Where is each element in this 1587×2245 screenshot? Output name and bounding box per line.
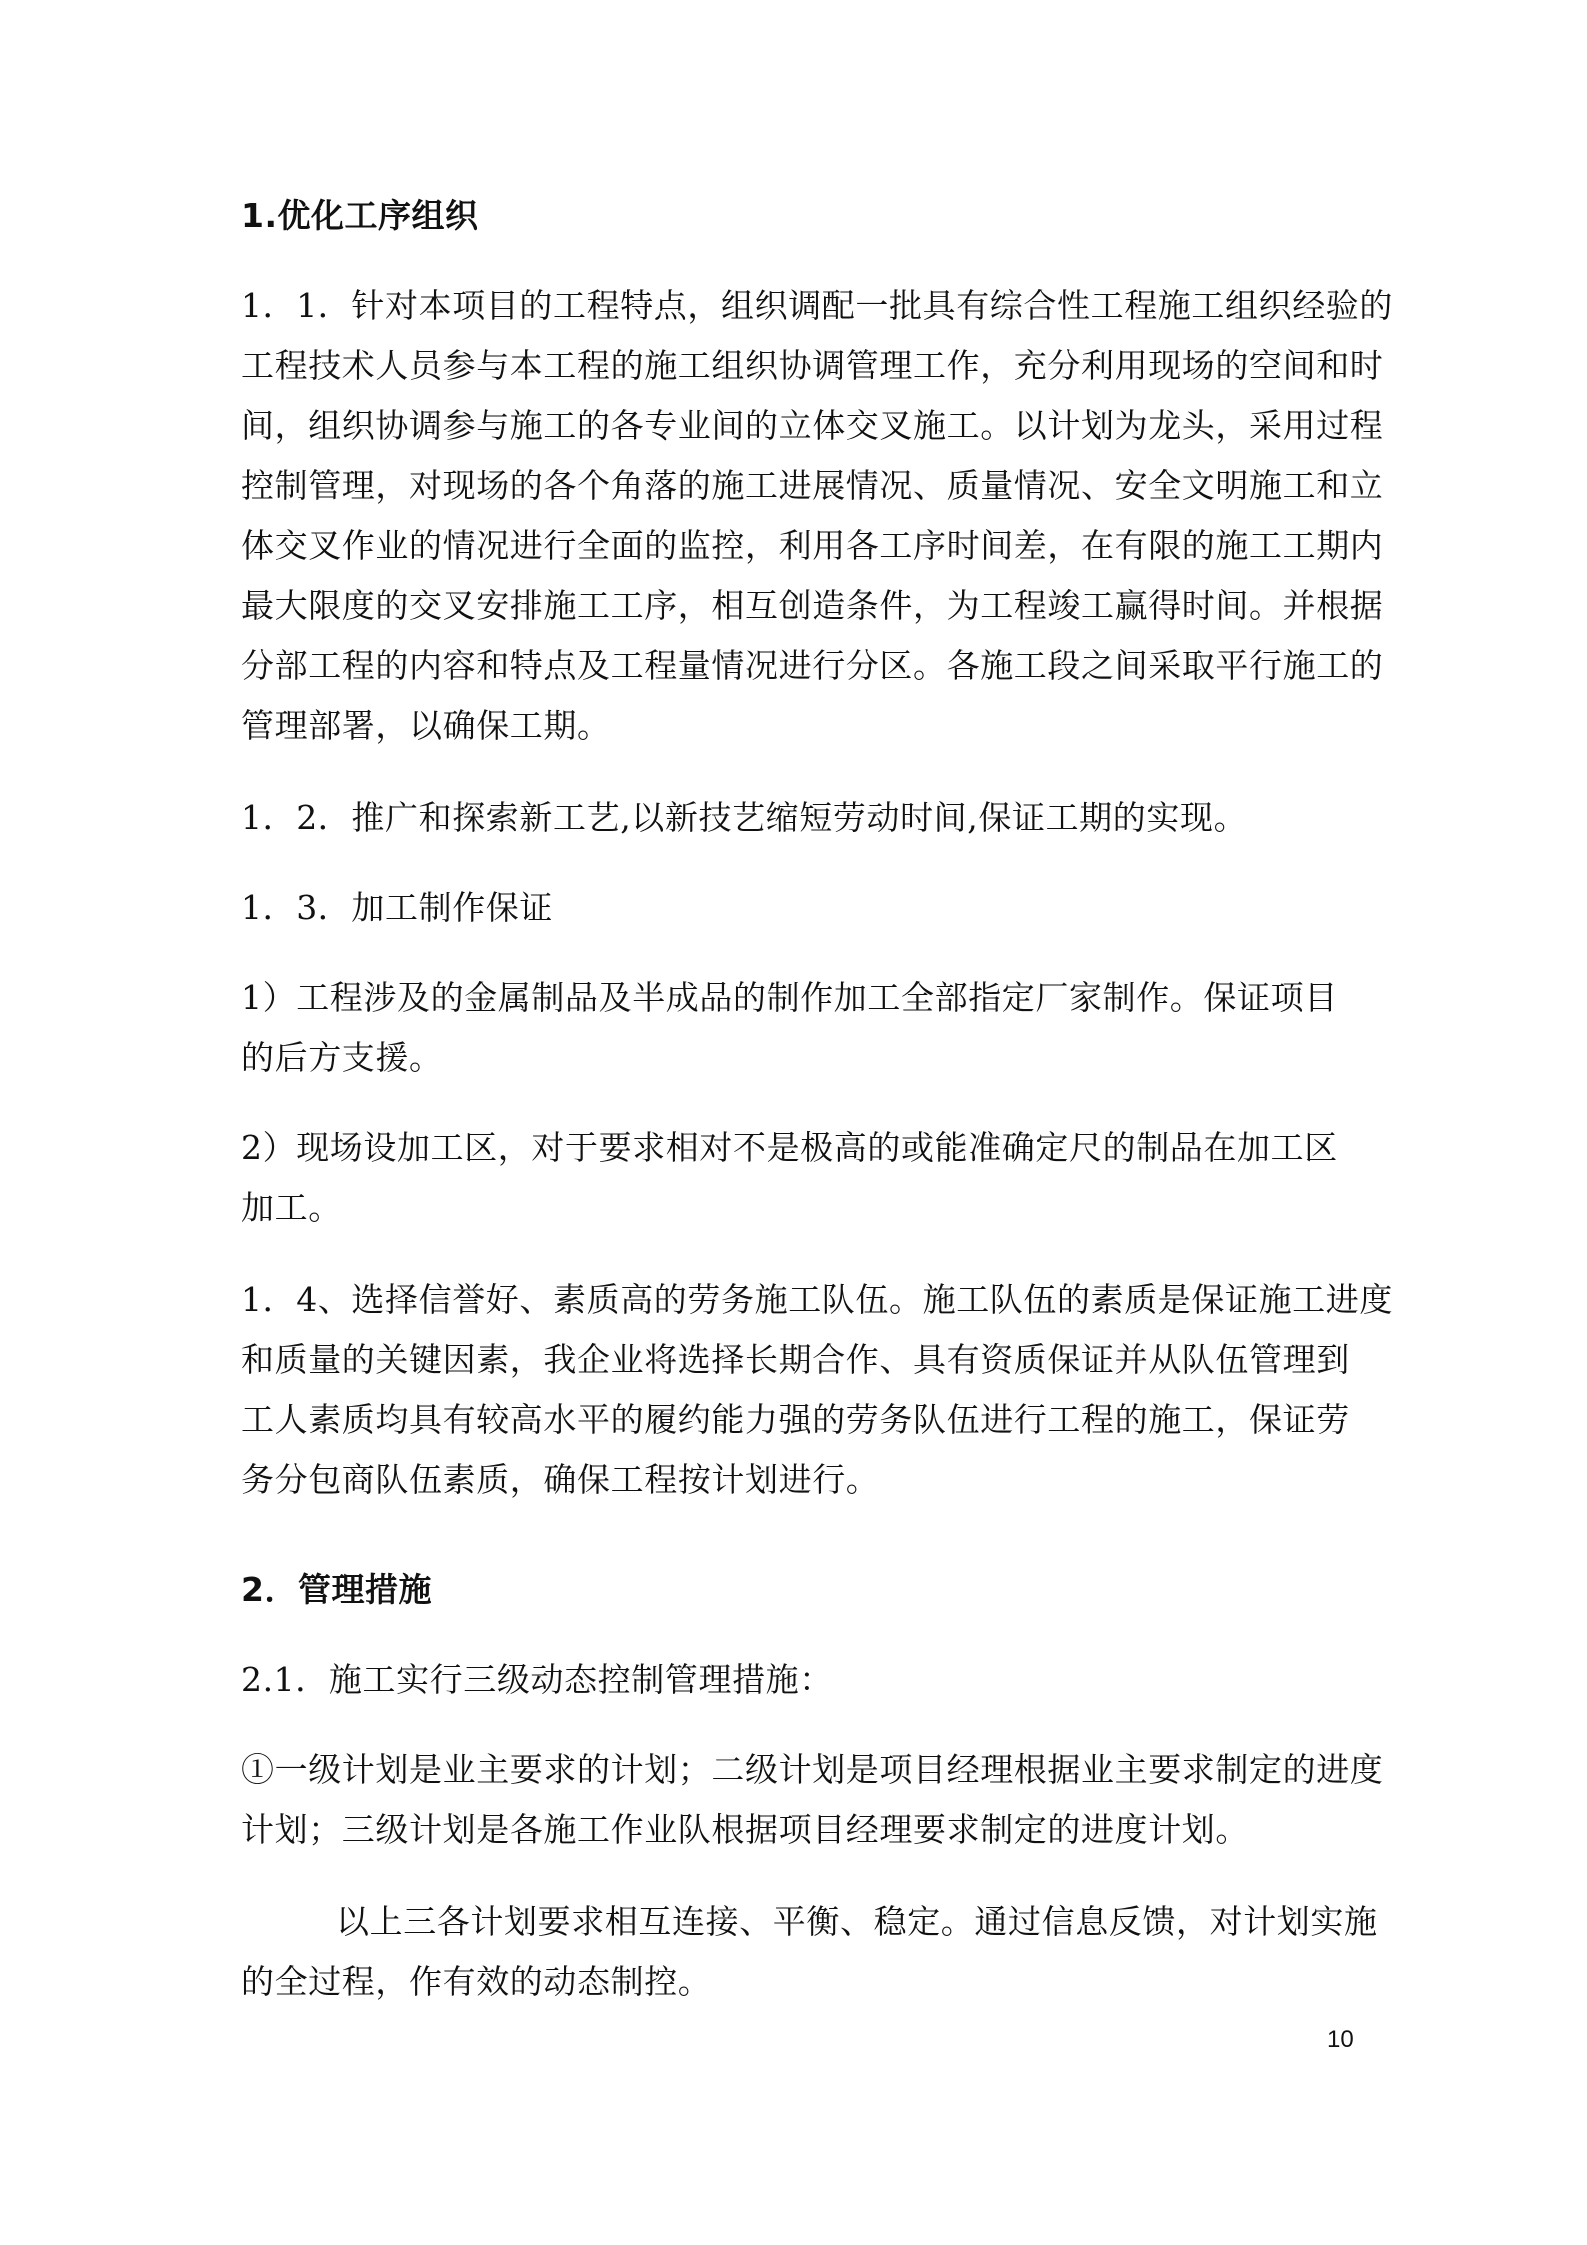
section-heading-2: 2．管理措施 bbox=[241, 1570, 432, 1609]
paragraph-line: 2）现场设加工区，对于要求相对不是极高的或能准确定尺的制品在加工区 bbox=[241, 1128, 1338, 1167]
page-number: 10 bbox=[1327, 2026, 1354, 2053]
paragraph-line: 的全过程，作有效的动态制控。 bbox=[241, 1962, 712, 2001]
paragraph-line: 和质量的关键因素，我企业将选择长期合作、具有资质保证并从队伍管理到 bbox=[241, 1340, 1350, 1379]
paragraph-line: 以上三各计划要求相互连接、平衡、稳定。通过信息反馈，对计划实施 bbox=[336, 1902, 1378, 1941]
paragraph-line: 体交叉作业的情况进行全面的监控，利用各工序时间差，在有限的施工工期内 bbox=[241, 526, 1384, 565]
paragraph-line: 的后方支援。 bbox=[241, 1038, 443, 1077]
paragraph-line: 加工。 bbox=[241, 1188, 342, 1227]
paragraph-line: 分部工程的内容和特点及工程量情况进行分区。各施工段之间采取平行施工的 bbox=[241, 646, 1384, 685]
paragraph-line: 控制管理，对现场的各个角落的施工进展情况、质量情况、安全文明施工和立 bbox=[241, 466, 1384, 505]
paragraph-line: 工程技术人员参与本工程的施工组织协调管理工作，充分利用现场的空间和时 bbox=[241, 346, 1384, 385]
paragraph-line: 计划；三级计划是各施工作业队根据项目经理要求制定的进度计划。 bbox=[241, 1810, 1249, 1849]
paragraph-line: 1．1．针对本项目的工程特点，组织调配一批具有综合性工程施工组织经验的 bbox=[241, 286, 1393, 325]
paragraph-line: 最大限度的交叉安排施工工序，相互创造条件，为工程竣工赢得时间。并根据 bbox=[241, 586, 1384, 625]
paragraph-line: 间，组织协调参与施工的各专业间的立体交叉施工。以计划为龙头，采用过程 bbox=[241, 406, 1384, 445]
paragraph-line: 工人素质均具有较高水平的履约能力强的劳务队伍进行工程的施工，保证劳 bbox=[241, 1400, 1350, 1439]
paragraph-line: 1）工程涉及的金属制品及半成品的制作加工全部指定厂家制作。保证项目 bbox=[241, 978, 1338, 1017]
paragraph-line: 1．4、选择信誉好、素质高的劳务施工队伍。施工队伍的素质是保证施工进度 bbox=[241, 1280, 1393, 1319]
paragraph-line: 1．2．推广和探索新工艺,以新技艺缩短劳动时间,保证工期的实现。 bbox=[241, 798, 1248, 837]
section-heading-1: 1.优化工序组织 bbox=[241, 196, 479, 235]
paragraph-line: 1．3．加工制作保证 bbox=[241, 888, 553, 927]
paragraph-line: ①一级计划是业主要求的计划；二级计划是项目经理根据业主要求制定的进度 bbox=[241, 1750, 1384, 1789]
paragraph-line: 管理部署，以确保工期。 bbox=[241, 706, 611, 745]
paragraph-line: 务分包商队伍素质，确保工程按计划进行。 bbox=[241, 1460, 880, 1499]
paragraph-line: 2.1．施工实行三级动态控制管理措施： bbox=[241, 1660, 833, 1699]
